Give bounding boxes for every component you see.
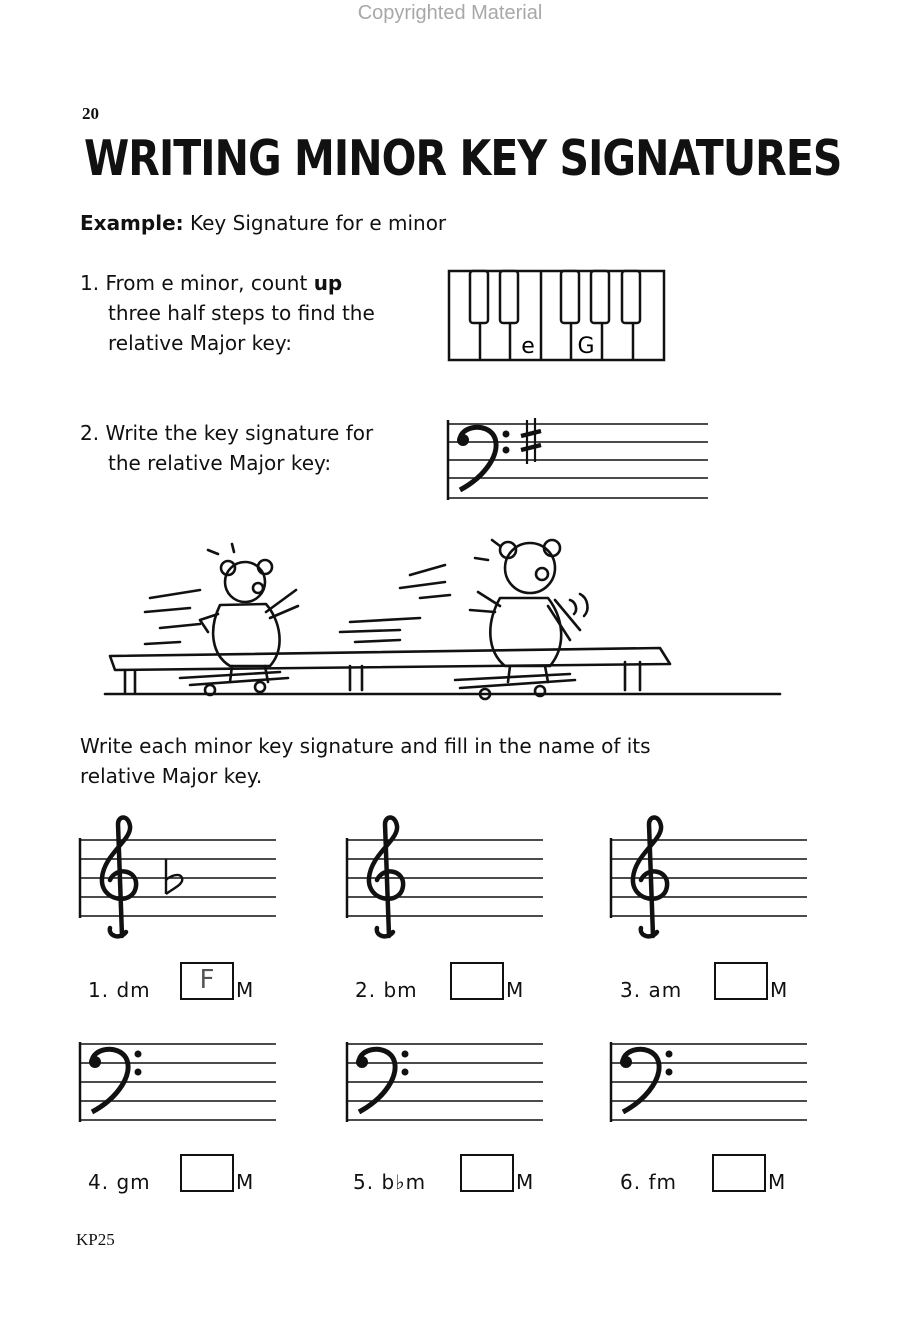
black-key: [500, 271, 518, 323]
black-key: [470, 271, 488, 323]
exercise-5-answer-box[interactable]: [460, 1154, 514, 1192]
step-2-text: [80, 418, 373, 478]
exercise-3-suffix: M: [770, 978, 788, 1002]
instruction-line-1: Write each minor key signature and fill in the name of its: [80, 734, 651, 758]
step-2-line-2: the relative Major key:: [108, 451, 332, 475]
exercise-4-answer-box[interactable]: [180, 1154, 234, 1192]
step-1-line-2: three half steps to find the: [108, 301, 375, 325]
staff-3: [609, 814, 809, 954]
exercise-1-answer-box[interactable]: F: [180, 962, 234, 1000]
example-bass-staff: [446, 418, 710, 502]
exercise-3-answer-box[interactable]: [714, 962, 768, 1000]
step-1-emphasis: up: [313, 271, 343, 295]
bass-clef-icon: [356, 1049, 409, 1112]
step-1-line-1-start: 1. From e minor, count: [80, 271, 314, 295]
exercise-4-suffix: M: [236, 1170, 254, 1194]
black-key: [591, 271, 609, 323]
exercise-5-suffix: M: [516, 1170, 534, 1194]
copyright-watermark: Copyrighted Material: [357, 2, 543, 24]
staff-5: [345, 1040, 545, 1124]
step-1-line-3: relative Major key:: [108, 331, 292, 355]
flat-icon: [166, 859, 182, 894]
example-line: [80, 208, 446, 238]
treble-clef-icon: [102, 818, 136, 937]
example-text: Key Signature for e minor: [190, 211, 447, 235]
sharp-icon: [521, 418, 541, 464]
treble-clef-icon: [633, 818, 667, 937]
exercise-1-suffix: M: [236, 978, 254, 1002]
railing-top: [110, 648, 670, 670]
bass-clef-icon: [620, 1049, 673, 1112]
exercise-2-answer-box[interactable]: [450, 962, 504, 1000]
black-key: [561, 271, 579, 323]
key-label-e: e: [521, 334, 535, 359]
black-key: [622, 271, 640, 323]
exercise-5-label: 5. b♭m: [353, 1170, 427, 1194]
exercise-6-suffix: M: [768, 1170, 786, 1194]
exercise-6-answer-box[interactable]: [712, 1154, 766, 1192]
piano-keyboard: [448, 270, 666, 362]
bass-clef-icon: [457, 427, 510, 490]
instruction-line-2: relative Major key.: [80, 764, 263, 788]
key-label-G: G: [577, 334, 595, 359]
bear-right: [455, 540, 587, 699]
exercise-6-label: 6. fm: [620, 1170, 677, 1194]
exercise-1-label: 1. dm: [88, 978, 151, 1002]
exercise-2-label: 2. bm: [355, 978, 418, 1002]
staff-2: [345, 814, 545, 954]
bear-left: [180, 544, 298, 695]
example-label: Example:: [80, 211, 184, 235]
page-title: WRITING MINOR KEY SIGNATURES: [84, 130, 842, 187]
staff-4: [78, 1040, 278, 1124]
instruction-text: [80, 731, 651, 791]
staff-1: [78, 814, 278, 954]
exercise-3-label: 3. am: [620, 978, 683, 1002]
skateboarding-bears-illustration: [100, 540, 790, 705]
step-2-line-1: 2. Write the key signature for: [80, 421, 374, 445]
staff-6: [609, 1040, 809, 1124]
bass-clef-icon: [89, 1049, 142, 1112]
step-1-text: [80, 268, 375, 358]
footer-code: KP25: [76, 1230, 115, 1249]
exercise-2-suffix: M: [506, 978, 524, 1002]
treble-clef-icon: [369, 818, 403, 937]
exercise-4-label: 4. gm: [88, 1170, 151, 1194]
page-number: 20: [82, 104, 99, 123]
step-1-line-1: [80, 268, 375, 298]
